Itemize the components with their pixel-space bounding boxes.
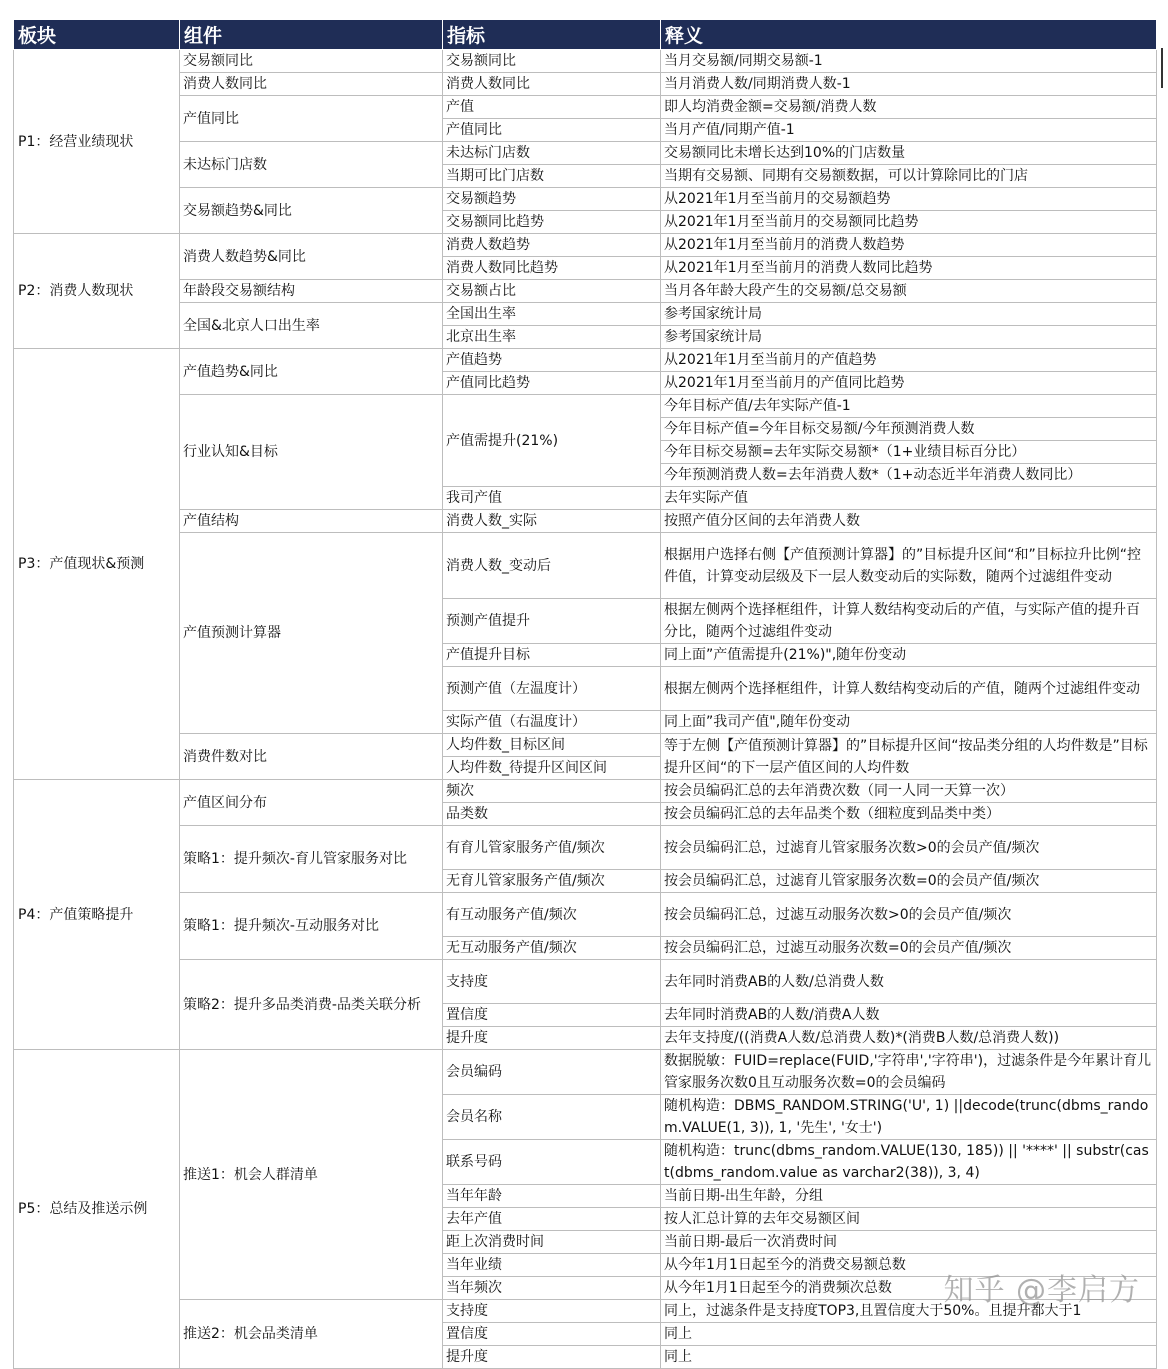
definition-cell: 从今年1月1日起至今的消费频次总数 xyxy=(661,1277,1157,1300)
metric-cell: 人均件数_待提升区间区间 xyxy=(443,757,661,780)
metric-cell: 未达标门店数 xyxy=(443,142,661,165)
definition-cell: 当前日期-最后一次消费时间 xyxy=(661,1231,1157,1254)
definition-cell: 按会员编码汇总，过滤育儿管家服务次数=0的会员产值/频次 xyxy=(661,870,1157,893)
metric-cell: 支持度 xyxy=(443,960,661,1004)
definition-cell: 从2021年1月至当前月的产值趋势 xyxy=(661,349,1157,372)
definition-cell: 今年目标产值/去年实际产值-1 xyxy=(661,395,1157,418)
header-section: 板块 xyxy=(14,20,180,50)
table-row xyxy=(14,395,1157,418)
table-row xyxy=(14,893,1157,915)
table-row xyxy=(14,303,1157,326)
section-cell: P4：产值策略提升 xyxy=(14,780,180,1050)
metric-cell: 产值同比 xyxy=(443,119,661,142)
metric-cell: 会员编码 xyxy=(443,1050,661,1095)
definition-cell: 按会员编码汇总的去年消费次数（同一人同一天算一次） xyxy=(661,780,1157,803)
metric-cell: 消费人数同比趋势 xyxy=(443,257,661,280)
metric-cell: 产值需提升(21%) xyxy=(443,395,661,487)
metric-cell: 产值同比趋势 xyxy=(443,372,661,395)
definition-cell: 从2021年1月至当前月的消费人数同比趋势 xyxy=(661,257,1157,280)
metric-cell: 消费人数_实际 xyxy=(443,510,661,533)
metric-cell: 频次 xyxy=(443,780,661,803)
metric-cell: 预测产值提升 xyxy=(443,599,661,644)
definition-cell: 今年目标产值=今年目标交易额/今年预测消费人数 xyxy=(661,418,1157,441)
metric-cell: 交易额趋势 xyxy=(443,188,661,211)
component-cell: 行业认知&目标 xyxy=(180,395,443,510)
definition-cell: 同上 xyxy=(661,1323,1157,1346)
metric-cell: 置信度 xyxy=(443,1004,661,1027)
component-cell: 产值趋势&同比 xyxy=(180,349,443,395)
metric-cell: 置信度 xyxy=(443,1323,661,1346)
section-cell: P3：产值现状&预测 xyxy=(14,349,180,780)
table-body xyxy=(14,50,1157,1369)
definition-cell: 按会员编码汇总，过滤互动服务次数=0的会员产值/频次 xyxy=(661,937,1157,960)
metric-cell: 消费人数同比 xyxy=(443,73,661,96)
header-metric: 指标 xyxy=(443,20,661,50)
component-cell: 消费件数对比 xyxy=(180,734,443,780)
header-component: 组件 xyxy=(180,20,443,50)
metric-cell: 我司产值 xyxy=(443,487,661,510)
definition-cell: 当月各年龄大段产生的交易额/总交易额 xyxy=(661,280,1157,303)
metric-cell: 交易额同比趋势 xyxy=(443,211,661,234)
metric-cell: 品类数 xyxy=(443,803,661,826)
definition-cell: 同上，过滤条件是支持度TOP3,且置信度大于50%。且提升都大于1 xyxy=(661,1300,1157,1323)
definition-cell: 从2021年1月至当前月的消费人数趋势 xyxy=(661,234,1157,257)
component-cell: 产值同比 xyxy=(180,96,443,142)
definition-cell: 去年实际产值 xyxy=(661,487,1157,510)
component-cell: 策略1：提升频次-互动服务对比 xyxy=(180,893,443,960)
definition-cell: 交易额同比未增长达到10%的门店数量 xyxy=(661,142,1157,165)
component-cell: 推送1：机会人群清单 xyxy=(180,1050,443,1300)
metric-cell: 提升度 xyxy=(443,1027,661,1050)
section-cell: P2：消费人数现状 xyxy=(14,234,180,349)
table-row xyxy=(14,50,1157,73)
definition-cell: 参考国家统计局 xyxy=(661,303,1157,326)
definition-cell: 从2021年1月至当前月的交易额同比趋势 xyxy=(661,211,1157,234)
metric-cell: 全国出生率 xyxy=(443,303,661,326)
metric-cell: 产值提升目标 xyxy=(443,644,661,667)
component-cell: 策略2：提升多品类消费-品类关联分析 xyxy=(180,960,443,1050)
table-row xyxy=(14,349,1157,372)
table-row xyxy=(14,142,1157,165)
scroll-edge-marker xyxy=(1161,48,1167,88)
definition-cell: 从今年1月1日起至今的消费交易额总数 xyxy=(661,1254,1157,1277)
definition-cell: 按会员编码汇总，过滤育儿管家服务次数>0的会员产值/频次 xyxy=(661,826,1157,870)
metric-cell: 消费人数_变动后 xyxy=(443,533,661,599)
definition-cell: 当月产值/同期产值-1 xyxy=(661,119,1157,142)
header-row xyxy=(14,20,1157,50)
metric-cell: 当年业绩 xyxy=(443,1254,661,1277)
component-cell: 消费人数趋势&同比 xyxy=(180,234,443,280)
metrics-definition-table xyxy=(13,19,1157,1369)
definition-cell: 同上面”产值需提升(21%)",随年份变动 xyxy=(661,644,1157,667)
metric-cell: 当期可比门店数 xyxy=(443,165,661,188)
metric-cell: 无育儿管家服务产值/频次 xyxy=(443,870,661,893)
definition-cell: 今年预测消费人数=去年消费人数*（1+动态近半年消费人数同比） xyxy=(661,464,1157,487)
component-cell: 产值结构 xyxy=(180,510,443,533)
definition-cell: 同上面”我司产值",随年份变动 xyxy=(661,711,1157,734)
definition-cell: 按会员编码汇总的去年品类个数（细粒度到品类中类） xyxy=(661,803,1157,826)
component-cell: 策略1：提升频次-育儿管家服务对比 xyxy=(180,826,443,893)
definition-cell: 按照产值分区间的去年消费人数 xyxy=(661,510,1157,533)
definition-cell: 去年同时消费AB的人数/消费A人数 xyxy=(661,1004,1157,1027)
table-row xyxy=(14,96,1157,119)
table-row xyxy=(14,960,1157,982)
definition-cell: 根据左侧两个选择框组件，计算人数结构变动后的产值，与实际产值的提升百分比，随两个过滤组件变动 xyxy=(661,599,1157,644)
metric-cell: 当年频次 xyxy=(443,1277,661,1300)
metric-cell: 消费人数趋势 xyxy=(443,234,661,257)
definition-cell: 按会员编码汇总，过滤互动服务次数>0的会员产值/频次 xyxy=(661,893,1157,937)
component-cell: 交易额同比 xyxy=(180,50,443,73)
component-cell: 全国&北京人口出生率 xyxy=(180,303,443,349)
metric-cell: 无互动服务产值/频次 xyxy=(443,937,661,960)
table-row xyxy=(14,734,1157,757)
definition-cell: 即人均消费金额=交易额/消费人数 xyxy=(661,96,1157,119)
metric-cell: 产值趋势 xyxy=(443,349,661,372)
metric-cell: 会员名称 xyxy=(443,1095,661,1140)
table-row xyxy=(14,510,1157,533)
component-cell: 产值预测计算器 xyxy=(180,533,443,734)
metric-cell: 当年年龄 xyxy=(443,1185,661,1208)
definition-cell: 参考国家统计局 xyxy=(661,326,1157,349)
metric-cell: 有互动服务产值/频次 xyxy=(443,893,661,937)
section-cell: P5：总结及推送示例 xyxy=(14,1050,180,1369)
metric-cell: 北京出生率 xyxy=(443,326,661,349)
table-row xyxy=(14,188,1157,211)
metric-cell: 产值 xyxy=(443,96,661,119)
section-cell: P1：经营业绩现状 xyxy=(14,50,180,234)
definition-cell: 随机构造：DBMS_RANDOM.STRING('U', 1) ||decode(trunc(dbms_random.VALUE(1, 3)), 1, '先生', '女士') xyxy=(661,1095,1157,1140)
table-row xyxy=(14,780,1157,803)
metric-cell: 交易额同比 xyxy=(443,50,661,73)
metric-cell: 交易额占比 xyxy=(443,280,661,303)
definition-cell: 数据脱敏：FUID=replace(FUID,'字符串','字符串')，过滤条件是今年累计育儿管家服务次数0且互动服务次数=0的会员编码 xyxy=(661,1050,1157,1095)
table-row xyxy=(14,1050,1157,1073)
component-cell: 未达标门店数 xyxy=(180,142,443,188)
table-row xyxy=(14,73,1157,96)
definition-cell: 等于左侧【产值预测计算器】的”目标提升区间“按品类分组的人均件数是”目标提升区间“的下一层产值区间的人均件数 xyxy=(661,734,1157,780)
definition-cell: 根据左侧两个选择框组件，计算人数结构变动后的产值，随两个过滤组件变动 xyxy=(661,667,1157,711)
watermark-text: 知乎 @李启方 xyxy=(943,1273,1140,1308)
table-row xyxy=(14,533,1157,555)
component-cell: 产值区间分布 xyxy=(180,780,443,826)
definition-cell: 当前日期-出生年龄，分组 xyxy=(661,1185,1157,1208)
definition-cell: 当期有交易额、同期有交易额数据，可以计算除同比的门店 xyxy=(661,165,1157,188)
component-cell: 年龄段交易额结构 xyxy=(180,280,443,303)
definition-cell: 从2021年1月至当前月的产值同比趋势 xyxy=(661,372,1157,395)
table-row xyxy=(14,234,1157,257)
metric-cell: 提升度 xyxy=(443,1346,661,1369)
header-definition: 释义 xyxy=(661,20,1157,50)
metric-cell: 支持度 xyxy=(443,1300,661,1323)
definition-cell: 去年同时消费AB的人数/总消费人数 xyxy=(661,960,1157,1004)
definition-cell: 同上 xyxy=(661,1346,1157,1369)
definition-cell: 按人汇总计算的去年交易额区间 xyxy=(661,1208,1157,1231)
table-row xyxy=(14,280,1157,303)
table-row xyxy=(14,826,1157,848)
definition-cell: 从2021年1月至当前月的交易额趋势 xyxy=(661,188,1157,211)
definition-cell: 去年支持度/((消费A人数/总消费人数)*(消费B人数/总消费人数)) xyxy=(661,1027,1157,1050)
metric-cell: 有育儿管家服务产值/频次 xyxy=(443,826,661,870)
component-cell: 推送2：机会品类清单 xyxy=(180,1300,443,1369)
metric-cell: 预测产值（左温度计） xyxy=(443,667,661,711)
definition-cell: 随机构造：trunc(dbms_random.VALUE(130, 185)) || '****' || substr(cast(dbms_random.value as varchar2(38)), 3, 4) xyxy=(661,1140,1157,1185)
definition-cell: 根据用户选择右侧【产值预测计算器】的”目标提升区间“和”目标拉升比例“控件值，计算变动层级及下一层人数变动后的实际数，随两个过滤组件变动 xyxy=(661,533,1157,599)
metric-cell: 人均件数_目标区间 xyxy=(443,734,661,757)
component-cell: 消费人数同比 xyxy=(180,73,443,96)
component-cell: 交易额趋势&同比 xyxy=(180,188,443,234)
metric-cell: 距上次消费时间 xyxy=(443,1231,661,1254)
definition-cell: 当月交易额/同期交易额-1 xyxy=(661,50,1157,73)
metric-cell: 联系号码 xyxy=(443,1140,661,1185)
definition-cell: 今年目标交易额=去年实际交易额*（1+业绩目标百分比） xyxy=(661,441,1157,464)
metric-cell: 去年产值 xyxy=(443,1208,661,1231)
definition-cell: 当月消费人数/同期消费人数-1 xyxy=(661,73,1157,96)
metric-cell: 实际产值（右温度计） xyxy=(443,711,661,734)
